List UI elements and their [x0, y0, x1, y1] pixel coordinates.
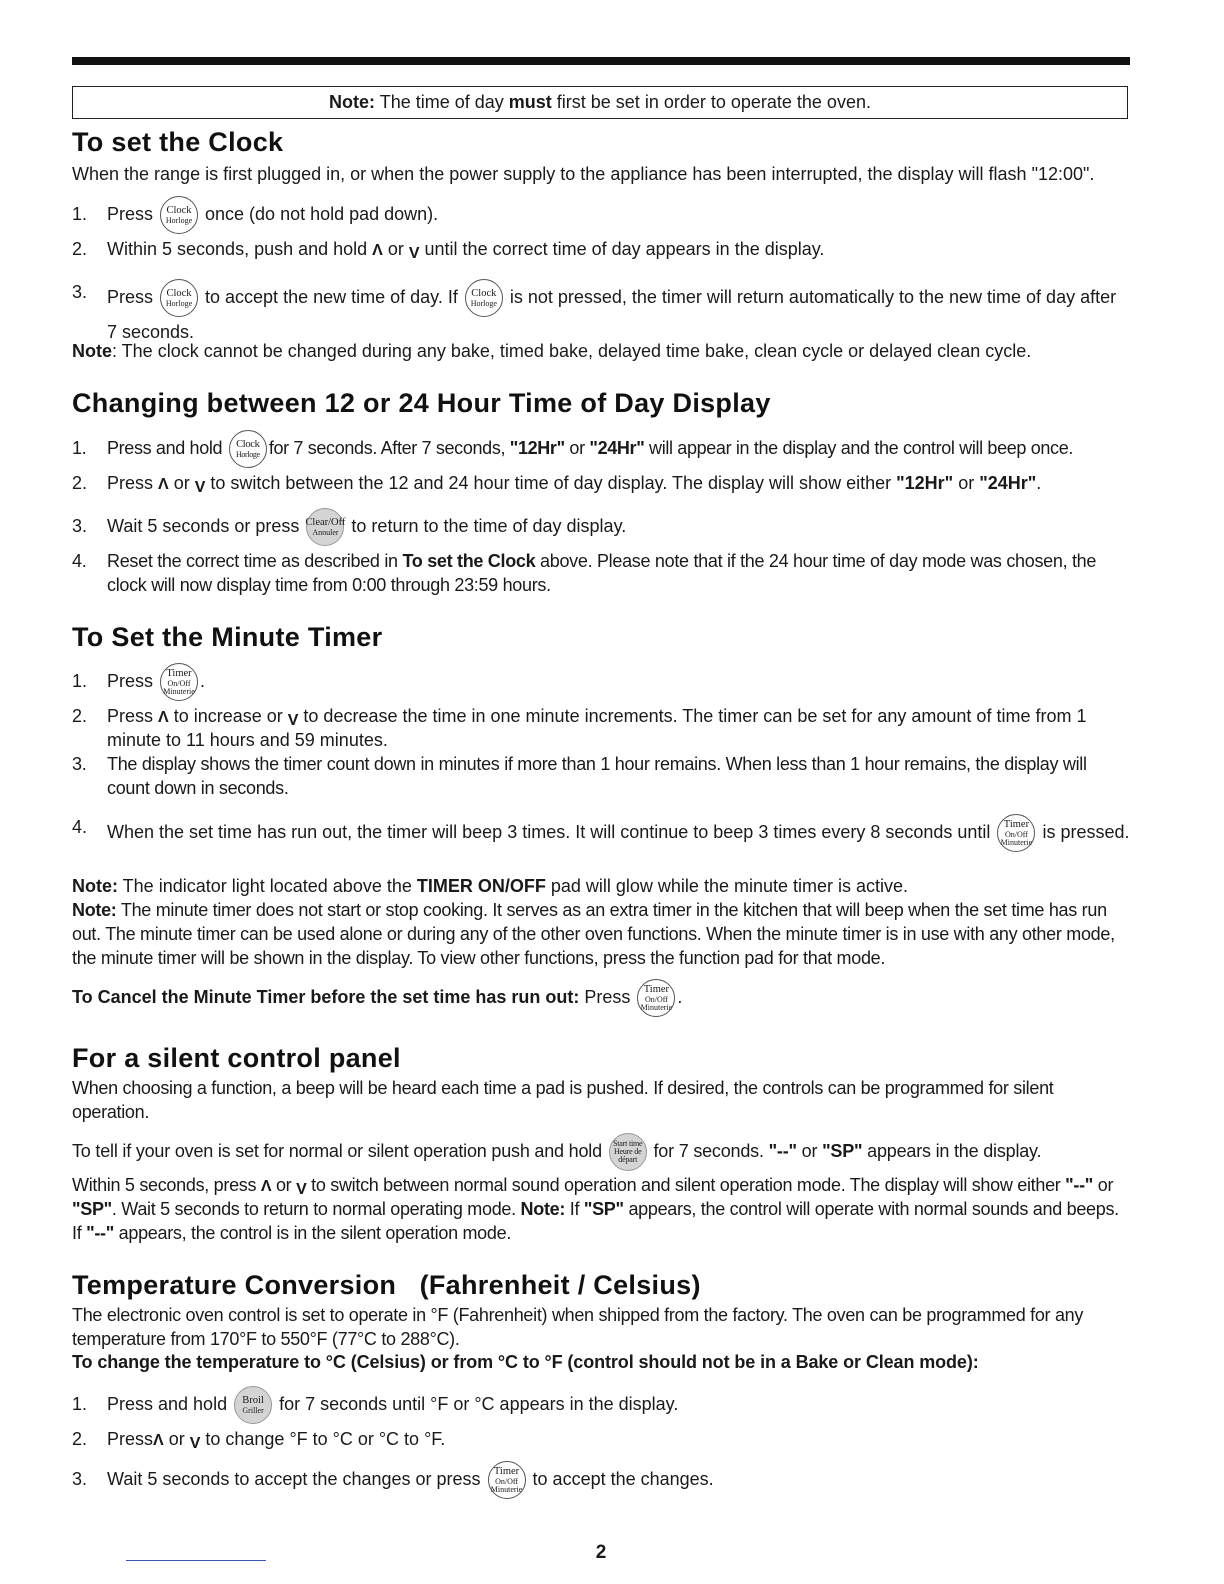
display-code: "--" — [768, 1141, 797, 1161]
section-reference: To set the Clock — [402, 551, 536, 571]
para-text: or — [1093, 1175, 1114, 1195]
para-text: If — [565, 1199, 584, 1219]
pad-label: Horloge — [235, 449, 260, 459]
step-text: to change °F to °C or °C to °F. — [200, 1429, 446, 1449]
up-arrow-icon: Λ — [153, 1432, 164, 1449]
down-arrow-icon: Λ — [287, 710, 299, 727]
top-rule — [72, 57, 1130, 65]
clock-pad-icon — [160, 279, 198, 317]
pad-label: Heure de — [613, 1147, 642, 1157]
step-number: 4. — [72, 551, 87, 571]
clock-intro: When the range is first plugged in, or when the power supply to the appliance has been interrupted, the display will flash "12:00". — [72, 164, 1095, 184]
note-text: Press — [579, 987, 636, 1007]
pad-label: On/Off — [167, 678, 191, 688]
step-text: Press and hold — [107, 438, 227, 458]
pad-label: Horloge — [165, 215, 193, 225]
para-text: to switch between normal sound operation and silent operation mode. The display will show either — [306, 1175, 1066, 1195]
para-text: for 7 seconds. — [648, 1141, 769, 1161]
down-arrow-icon: Λ — [189, 1433, 201, 1450]
para-text: appears, the control is in the silent operation mode. — [113, 1223, 512, 1243]
step-number: 4. — [72, 817, 88, 837]
note-label: Note: — [72, 876, 118, 896]
timer-pad-icon — [160, 663, 198, 701]
step-number: 3. — [72, 282, 88, 302]
broil-pad-icon — [234, 1386, 272, 1424]
pad-label: Start time — [613, 1139, 643, 1149]
timer-pad-icon — [488, 1461, 526, 1499]
pad-label: Timer — [166, 668, 192, 679]
up-arrow-icon: Λ — [158, 709, 169, 726]
step-number: 1. — [72, 1394, 88, 1414]
step-text: or — [168, 473, 195, 493]
step-number: 3. — [72, 1469, 88, 1489]
note-text: . — [677, 987, 683, 1007]
para-text: or — [796, 1141, 823, 1161]
pad-label: Timer — [643, 984, 670, 995]
note-label: Note — [72, 341, 112, 361]
step-text: Press and hold — [107, 1394, 233, 1414]
pad-label: On/Off — [495, 1476, 519, 1486]
step-text: The display shows the timer count down in minutes if more than 1 hour remains. When less than 1 hour remains, the display will count down in seconds. — [107, 754, 1087, 798]
silent-switch-instructions — [72, 1173, 1130, 1245]
step-text: Press — [107, 204, 159, 224]
step-text: is pressed. — [1037, 822, 1130, 842]
pad-label: Timer — [493, 1466, 520, 1477]
up-arrow-icon: Λ — [260, 1178, 272, 1195]
clock-pad-icon — [160, 196, 198, 234]
page-number: 2 — [595, 1542, 607, 1563]
start-time-pad-icon — [609, 1133, 647, 1171]
display-code: "--" — [86, 1223, 114, 1243]
down-arrow-icon: Λ — [408, 243, 420, 260]
step-text: to return to the time of day display. — [346, 516, 627, 536]
step-text: Press — [107, 706, 159, 726]
para-text: To tell if your oven is set for normal or silent operation push and hold — [72, 1141, 607, 1161]
note-label: Note: — [72, 900, 117, 920]
step-text: . — [200, 671, 206, 691]
clear-off-pad-icon — [306, 508, 344, 546]
step-text: once (do not hold pad down). — [200, 204, 439, 224]
step-text: Press — [107, 287, 159, 307]
pad-label: Horloge — [470, 298, 497, 308]
step-number: 1. — [72, 671, 88, 691]
pad-label: Minuterie — [1000, 837, 1033, 847]
clock-note — [72, 339, 1130, 363]
step-text: until the correct time of day appears in the display. — [419, 239, 825, 259]
step-text: to decrease the time in one minute increments. The timer can be set for any amount of time from 1 minute to 11 hours and 59 minutes. — [107, 706, 1087, 750]
step-number: 3. — [72, 754, 87, 774]
pad-label: Timer — [1003, 819, 1030, 830]
step-text: to increase or — [168, 706, 288, 726]
down-arrow-icon: Λ — [194, 477, 206, 494]
note-text: The indicator light located above the — [118, 876, 417, 896]
timer-pad-icon — [997, 814, 1035, 852]
pad-label: Horloge — [165, 298, 193, 308]
temp-intro: The electronic oven control is set to operate in °F (Fahrenheit) when shipped from the factory. The oven can be programmed for any temperature from 170°F to 550°F (77°C to 288°C). — [72, 1305, 1084, 1349]
pad-label: Annuler — [312, 527, 339, 537]
cancel-heading: To Cancel the Minute Timer before the set time has run out: — [72, 987, 580, 1007]
display-code: "12Hr" — [509, 438, 565, 458]
step-text: or — [163, 1429, 190, 1449]
step-text: above. Please note that if the 24 hour time of day mode was chosen, the clock will now display time from 0:00 through 23:59 hours. — [107, 551, 1097, 595]
heading-set-clock: To set the Clock — [72, 127, 284, 157]
para-text: appears in the display. — [862, 1141, 1042, 1161]
up-arrow-icon: Λ — [372, 242, 383, 259]
display-code: "24Hr" — [979, 473, 1037, 493]
step-number: 2. — [72, 706, 88, 726]
note-text: pad will glow while the minute timer is active. — [545, 876, 909, 896]
down-arrow-icon: Λ — [296, 1179, 307, 1196]
note-emphasis: must — [508, 92, 552, 112]
step-text: or — [953, 473, 980, 493]
pad-label: Clear/Off — [305, 517, 346, 528]
step-number: 2. — [72, 239, 88, 259]
pad-label: Clock — [236, 439, 260, 450]
para-text: appears, the control will operate with normal sounds and beeps. If — [72, 1199, 1119, 1243]
step-text: to accept the new time of day. If — [200, 287, 463, 307]
step-text: is not pressed, the timer will return automatically to the new time of day after 7 seconds. — [107, 287, 1117, 342]
display-code: "SP" — [822, 1141, 863, 1161]
pad-label: Clock — [166, 288, 192, 299]
step-text: Press — [107, 671, 159, 691]
timer-note-2 — [72, 898, 1130, 970]
step-text: for 7 seconds. After 7 seconds, — [268, 438, 510, 458]
temp-instruction-heading: To change the temperature to °C (Celsius) or from °C to °F (control should not be in a Bake or Clean mode): — [72, 1352, 979, 1372]
note-label: Note: — [520, 1199, 566, 1219]
step-text: Press — [107, 1429, 154, 1449]
step-text: Reset the correct time as described in — [107, 551, 403, 571]
timer-note-1 — [72, 874, 1130, 898]
step-number: 3. — [72, 516, 88, 536]
step-number: 1. — [72, 438, 87, 458]
step-text: or — [382, 239, 409, 259]
para-text: . Wait 5 seconds to return to normal operating mode. — [111, 1199, 521, 1219]
pad-label: Minuterie — [163, 686, 195, 696]
para-text: Within 5 seconds, press — [72, 1175, 261, 1195]
note-text: The minute timer does not start or stop cooking. It serves as an extra timer in the kitchen that will beep when the set time has run out. The minute timer can be used alone or during any of the other oven functions. When the minute timer is in use with any other mode, the minute timer will be shown in the display. To view other functions, press the function pad for that mode. — [72, 900, 1115, 968]
note-label: Note: — [329, 92, 376, 112]
timer-cancel — [72, 984, 1130, 1012]
note-text: first be set in order to operate the oven. — [551, 92, 871, 112]
pad-label: départ — [618, 1155, 638, 1165]
step-number: 2. — [72, 1429, 88, 1449]
display-code: "--" — [1065, 1175, 1094, 1195]
clock-pad-icon — [229, 430, 267, 468]
pad-label: Minuterie — [490, 1484, 523, 1494]
step-text: to accept the changes. — [527, 1469, 714, 1489]
step-text: Wait 5 seconds or press — [107, 516, 305, 536]
note-text: : The clock cannot be changed during any bake, timed bake, delayed time bake, clean cycle or delayed clean cycle. — [112, 341, 1032, 361]
heading-12-24-hour: Changing between 12 or 24 Hour Time of Day Display — [72, 388, 771, 418]
silent-hold-instructions — [72, 1139, 1130, 1163]
heading-temperature-conversion: Temperature Conversion (Fahrenheit / Celsius) — [72, 1270, 701, 1300]
note-text: The time of day — [375, 92, 509, 112]
timer-pad-icon — [637, 979, 675, 1017]
silent-intro: When choosing a function, a beep will be heard each time a pad is pushed. If desired, the controls can be programmed for silent operation. — [72, 1078, 1054, 1122]
pad-label: On/Off — [644, 994, 668, 1004]
up-arrow-icon: Λ — [158, 476, 169, 493]
step-number: 2. — [72, 473, 88, 493]
display-code: "SP" — [72, 1199, 112, 1219]
pad-label: Clock — [471, 288, 497, 299]
display-code: "SP" — [583, 1199, 624, 1219]
step-number: 1. — [72, 204, 88, 224]
para-text: or — [271, 1175, 297, 1195]
display-code: "12Hr" — [896, 473, 954, 493]
step-text: will appear in the display and the control will beep once. — [644, 438, 1074, 458]
display-code: "24Hr" — [589, 438, 645, 458]
step-text: for 7 seconds until °F or °C appears in the display. — [274, 1394, 679, 1414]
step-text: Wait 5 seconds to accept the changes or press — [107, 1469, 486, 1489]
step-text: When the set time has run out, the timer will beep 3 times. It will continue to beep 3 times every 8 seconds until — [107, 822, 996, 842]
step-text: or — [564, 438, 590, 458]
step-text: to switch between the 12 and 24 hour time of day display. The display will show either — [205, 473, 897, 493]
pad-name: TIMER ON/OFF — [416, 876, 546, 896]
pad-label: On/Off — [1004, 829, 1028, 839]
note-box — [72, 86, 1128, 119]
pad-label: Clock — [166, 205, 192, 216]
footer-rule — [126, 1560, 266, 1561]
step-text: Press — [107, 473, 159, 493]
pad-label: Broil — [242, 1395, 264, 1406]
pad-label: Griller — [242, 1405, 264, 1415]
pad-label: Minuterie — [640, 1002, 673, 1012]
heading-silent-panel: For a silent control panel — [72, 1043, 401, 1073]
heading-minute-timer: To Set the Minute Timer — [72, 622, 383, 652]
clock-pad-icon — [465, 279, 503, 317]
step-text: . — [1036, 473, 1042, 493]
step-text: Within 5 seconds, push and hold — [107, 239, 373, 259]
